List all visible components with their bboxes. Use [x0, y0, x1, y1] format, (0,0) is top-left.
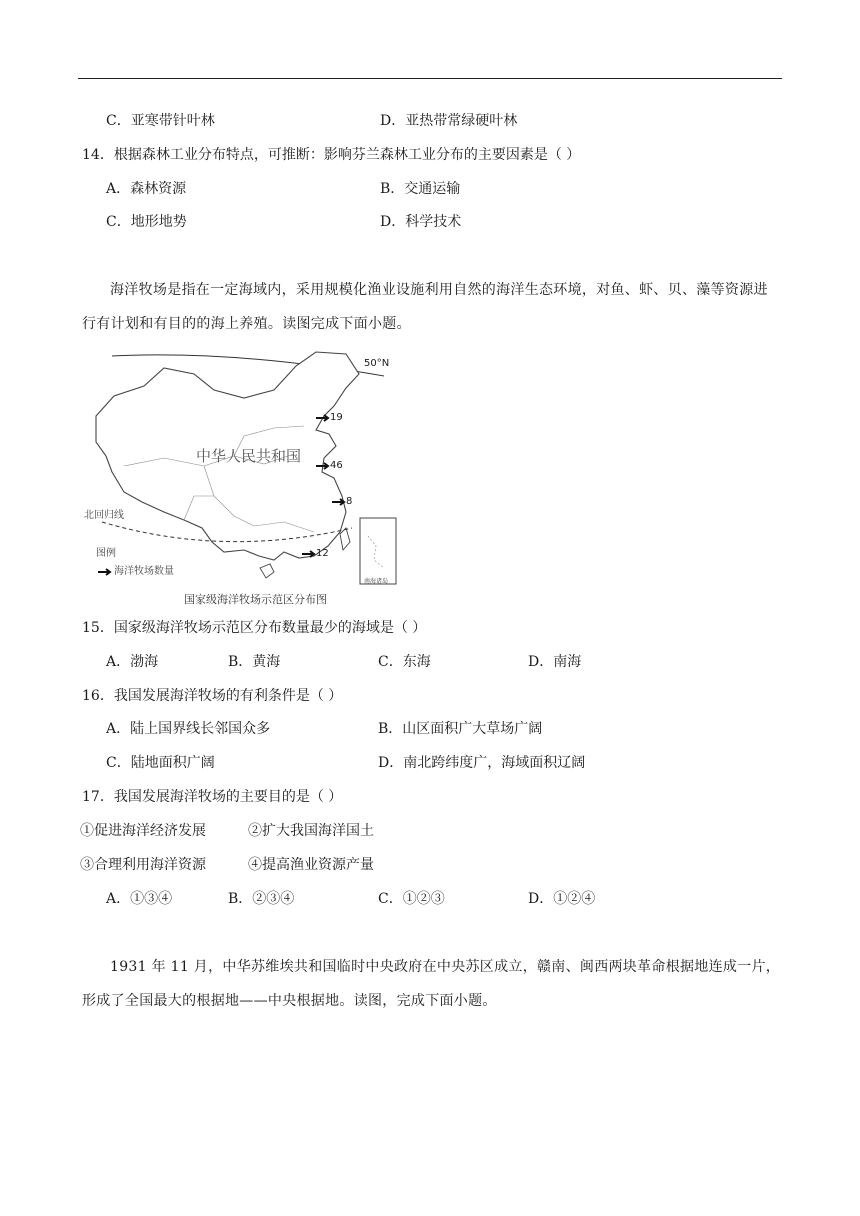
passage-ocean-ranching: 海洋牧场是指在一定海域内，采用规模化渔业设施利用自然的海洋生态环境，对鱼、虾、贝、藻等资源进行有计划和有目的的海上养殖。读图完成下面小题。 [82, 282, 768, 332]
q14-option-c: C．地形地势 [106, 214, 187, 230]
q15-option-c: C．东海 [378, 654, 431, 670]
q16-option-b: B．山区面积广大草场广阔 [378, 721, 543, 737]
q14-option-b: B．交通运输 [380, 181, 461, 197]
q14-option-a: A．森林资源 [106, 181, 187, 197]
map-legend-title: 图例 [96, 548, 116, 559]
ocean-ranch-map [84, 346, 400, 608]
map-latitude-label: 50°N [364, 358, 390, 369]
q15-stem: 15．国家级海洋牧场示范区分布数量最少的海域是（ ） [82, 620, 427, 636]
q17-option-b: B．②③④ [228, 891, 295, 907]
q16-stem: 16．我国发展海洋牧场的有利条件是（ ） [82, 688, 343, 704]
q17-stem: 17．我国发展海洋牧场的主要目的是（ ） [82, 789, 343, 805]
map-tropic-label: 北回归线 [84, 510, 124, 521]
q17-option-d: D．①②④ [528, 891, 596, 907]
q16-option-a: A．陆上国界线长邻国众多 [106, 721, 271, 737]
q16-option-c: C．陆地面积广阔 [106, 755, 215, 771]
q17-item-3: ③合理利用海洋资源 [80, 857, 206, 873]
map-count-46: 46 [330, 460, 343, 471]
q17-option-c: C．①②③ [378, 891, 445, 907]
q17-item-1: ①促进海洋经济发展 [80, 823, 206, 839]
map-count-12: 12 [316, 548, 329, 559]
q17-option-a: A．①③④ [106, 891, 173, 907]
q15-option-d: D．南海 [528, 654, 582, 670]
q16-option-d: D．南北跨纬度广，海域面积辽阔 [378, 755, 586, 771]
map-legend-item: 海洋牧场数量 [114, 566, 174, 577]
q13-option-c: C．亚寒带针叶林 [106, 113, 215, 129]
passage-central-soviet: 1931 年 11 月，中华苏维埃共和国临时中央政府在中央苏区成立，赣南、闽西两块革命根据地连成一片，形成了全国最大的根据地——中央根据地。读图，完成下面小题。 [82, 959, 781, 1009]
q17-item-2: ②扩大我国海洋国土 [248, 823, 374, 839]
q17-item-4: ④提高渔业资源产量 [248, 857, 374, 873]
map-count-8: 8 [346, 496, 353, 507]
map-count-19: 19 [330, 412, 343, 423]
q15-option-b: B．黄海 [228, 654, 281, 670]
header-rule [78, 78, 782, 79]
q14-stem: 14．根据森林工业分布特点，可推断：影响芬兰森林工业分布的主要因素是（ ） [82, 147, 581, 163]
map-caption: 国家级海洋牧场示范区分布图 [184, 593, 327, 606]
q15-option-a: A．渤海 [106, 654, 159, 670]
map-country-label: 中华人民共和国 [196, 447, 302, 465]
q13-option-d: D．亚热带常绿硬叶林 [380, 113, 518, 129]
q14-option-d: D．科学技术 [380, 214, 462, 230]
map-inset-label: 南海诸岛 [364, 578, 389, 585]
